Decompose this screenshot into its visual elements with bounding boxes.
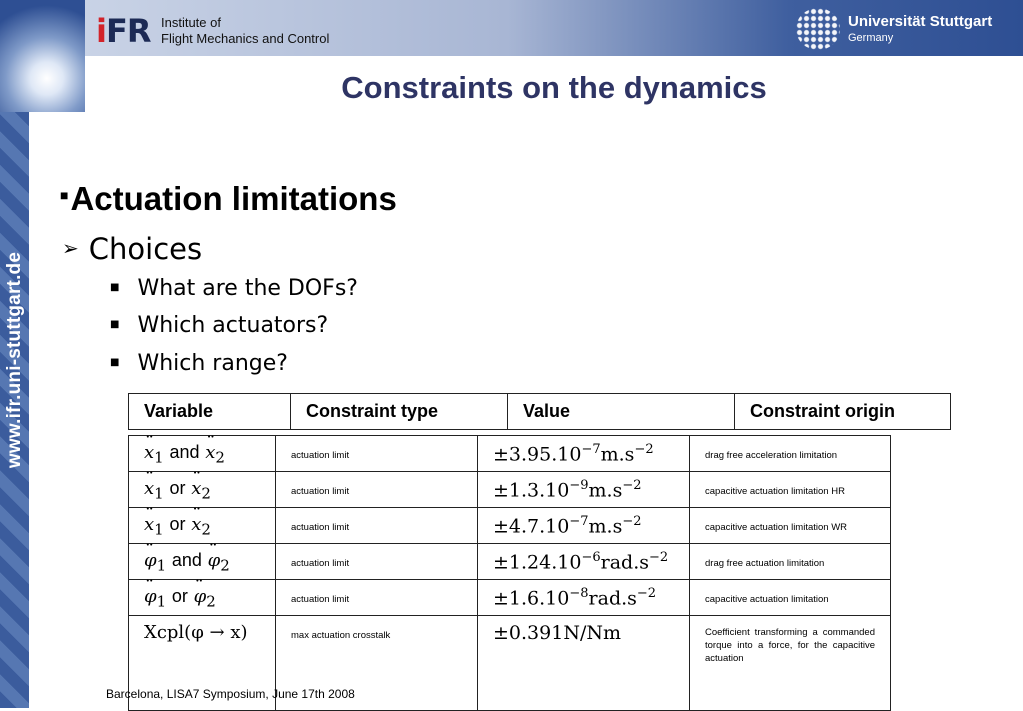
institute-line-1: Institute of (161, 15, 221, 30)
bullet-level-3 (110, 276, 358, 301)
university-name: Universität Stuttgart (848, 13, 993, 30)
constraint-type-cell: actuation limit (291, 558, 350, 569)
value-exponent: −6 (581, 550, 601, 565)
unit-exponent: −2 (622, 514, 642, 529)
variable-cell (129, 436, 275, 467)
table-row (129, 508, 891, 544)
value-mantissa: ±1.3.10 (493, 479, 570, 502)
subscript-a: 1 (154, 448, 164, 467)
value-unit: m.s (600, 443, 635, 466)
value-exponent: −7 (581, 442, 601, 457)
subscript-a: 1 (156, 592, 167, 611)
variable-b: ¨ φ (194, 586, 207, 607)
table-row (129, 580, 891, 616)
constraint-type-cell: actuation limit (291, 594, 350, 605)
unit-exponent: −2 (622, 478, 642, 493)
square-bullet-icon: ■ (110, 282, 120, 293)
conjunction: and (171, 550, 202, 570)
conjunction: or (169, 478, 186, 498)
value-cell (478, 508, 689, 537)
value-unit: rad.s (588, 587, 637, 610)
table-row (129, 472, 891, 508)
value-mantissa: ±3.95.10 (493, 443, 582, 466)
variable-b: ¨ x (191, 478, 201, 499)
footer-text: Barcelona, LISA7 Symposium, June 17th 2008 (106, 687, 355, 701)
variable-cell (129, 544, 275, 575)
bullet-level-3 (110, 351, 288, 376)
header-variable: Variable (129, 394, 291, 430)
ifr-logo (96, 14, 150, 48)
value-cell (478, 436, 689, 465)
variable-cell (129, 580, 275, 611)
variable-a: ¨ φ (144, 586, 157, 607)
variable-a: ¨ x (144, 478, 154, 499)
unit-exponent: −2 (636, 586, 657, 601)
variable-cell (129, 508, 275, 539)
variable-cell: Xcpl(φ → x) (144, 622, 248, 643)
variable-b: ¨ φ (208, 550, 221, 571)
bullet-level-3 (110, 313, 328, 338)
square-bullet-icon: ■ (110, 319, 120, 330)
ifr-logo-text: iFR (96, 12, 151, 50)
constraints-table (128, 435, 891, 711)
constraint-origin-cell: capacitive actuation limitation WR (705, 522, 848, 533)
constraint-type-cell: actuation limit (291, 486, 350, 497)
bullet-level-1-text: Actuation limitations (70, 180, 397, 217)
variable-b: ¨ x (191, 514, 201, 535)
value-cell (478, 544, 689, 573)
institute-line-2: Flight Mechanics and Control (161, 31, 330, 46)
variable-cell (129, 472, 275, 503)
square-bullet-icon: ■ (110, 357, 120, 368)
constraint-type-cell: max actuation crosstalk (291, 630, 391, 641)
subscript-b: 2 (201, 484, 211, 503)
constraint-type-cell: actuation limit (291, 450, 350, 461)
subscript-b: 2 (206, 592, 216, 611)
unit-exponent: −2 (649, 550, 669, 565)
value-mantissa: ±1.24.10 (493, 551, 582, 574)
value-cell: ±0.391N/Nm (493, 622, 621, 644)
constraint-origin-cell: Coefficient transforming a commanded torque into a force, for the capacitive actuation (705, 627, 875, 664)
variable-a: ¨ x (144, 514, 154, 535)
table-row (129, 436, 891, 472)
subscript-b: 2 (215, 448, 225, 467)
bullet-level-3-text: Which actuators? (137, 313, 329, 338)
sidebar-url[interactable]: www.ifr.uni-stuttgart.de (4, 251, 25, 469)
value-unit: m.s (588, 479, 623, 502)
subscript-b: 2 (201, 520, 211, 539)
subscript-a: 1 (156, 556, 167, 575)
sidebar-stripe (0, 112, 29, 708)
subscript-b: 2 (220, 556, 230, 575)
constraints-table-header (128, 393, 951, 430)
value-mantissa: ±4.7.10 (493, 515, 570, 538)
header-constraint-origin: Constraint origin (735, 394, 951, 430)
slide-title: Constraints on the dynamics (341, 70, 767, 105)
bullet-level-3-text: What are the DOFs? (137, 276, 358, 301)
variable-b: ¨ x (205, 442, 215, 463)
bullet-level-2 (62, 232, 202, 266)
subscript-a: 1 (154, 520, 164, 539)
variable-a: ¨ φ (144, 550, 157, 571)
constraint-origin-cell: capacitive actuation limitation HR (705, 486, 845, 497)
value-exponent: −9 (569, 478, 589, 493)
variable-a: ¨ x (144, 442, 154, 463)
value-cell (478, 580, 689, 609)
constraint-type-cell: actuation limit (291, 522, 350, 533)
university-country: Germany (848, 32, 894, 44)
constraint-origin-cell: capacitive actuation limitation (705, 594, 829, 605)
value-mantissa: ±1.6.10 (493, 587, 570, 610)
bullet-level-1 (60, 180, 397, 218)
conjunction: or (169, 514, 186, 534)
value-cell (478, 472, 689, 501)
table-row (129, 544, 891, 580)
constraint-origin-cell: drag free actuation limitation (705, 558, 825, 569)
header-constraint-type: Constraint type (291, 394, 508, 430)
value-exponent: −8 (569, 586, 589, 601)
bullet-level-3-text: Which range? (137, 351, 288, 376)
corner-image (0, 0, 85, 112)
conjunction: and (169, 442, 200, 462)
conjunction: or (171, 586, 188, 606)
subscript-a: 1 (154, 484, 164, 503)
university-emblem-icon (796, 8, 840, 50)
square-bullet-icon: ■ (60, 187, 69, 203)
unit-exponent: −2 (634, 442, 654, 457)
constraint-origin-cell: drag free acceleration limitation (705, 450, 838, 461)
arrow-bullet-icon: ➢ (62, 236, 79, 260)
institute-name (161, 15, 329, 47)
value-unit: m.s (588, 515, 623, 538)
university-logo (796, 8, 992, 50)
header-value: Value (508, 394, 735, 430)
bullet-level-2-text: Choices (88, 232, 203, 266)
value-unit: rad.s (600, 551, 649, 574)
value-exponent: −7 (569, 514, 589, 529)
